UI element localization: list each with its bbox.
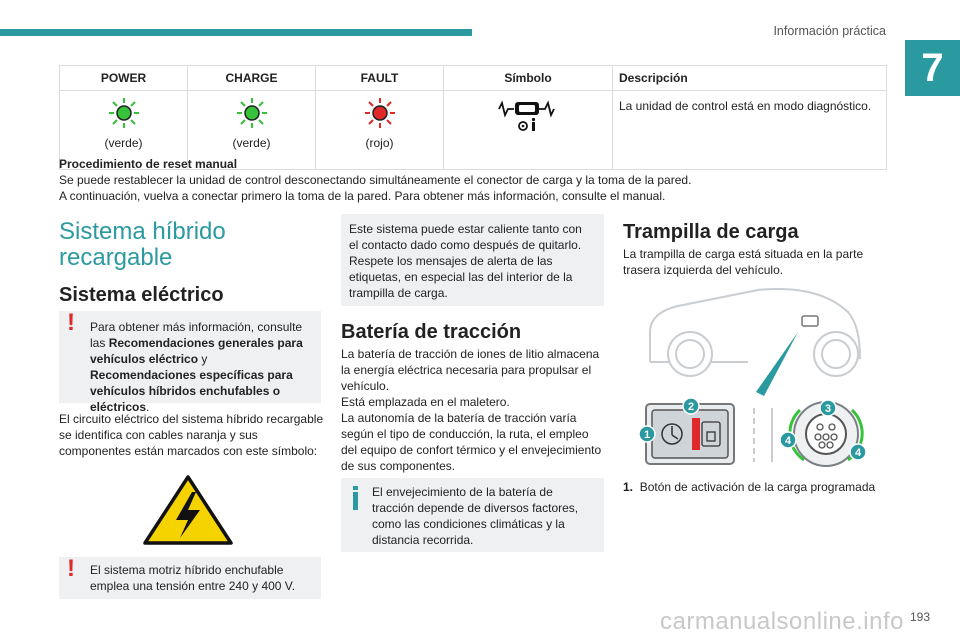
battery-body: La batería de tracción de iones de litio almacena la energía eléctrica necesaria para propulsar el vehículo. Está emplazada en el maletero. La autonomía de la batería de tracción varía según el tipo de conducción, la ruta, el empleo del equipo de confort térmico y el envejecimiento de sus componentes.	[341, 347, 602, 473]
heat-note: Este sistema puede estar caliente tanto con el contacto dado como después de quitarlo. Respete los mensajes de alerta de las etiquetas, en especial las del interior de la trampilla de carga.	[341, 214, 604, 306]
charge-label: (verde)	[232, 136, 271, 150]
charge-flap-illustration	[638, 282, 878, 472]
header-title: Información práctica	[773, 24, 886, 38]
top-accent-bar	[0, 29, 472, 36]
warning-note-1: ! Para obtener más información, consulte las Recomendaciones generales para vehículos eléctrico y Recomendaciones específicas para vehículos híbridos enchufables o eléctricos.	[59, 311, 321, 403]
description-cell: La unidad de control está en modo diagnóstico.	[613, 91, 887, 170]
warning-note-2: ! El sistema motriz híbrido enchufable emplea una tensión entre 240 y 400 V.	[59, 557, 321, 599]
svg-text:4: 4	[784, 435, 792, 447]
procedure-line-1: Se puede restablecer la unidad de control desconectando simultáneamente el conector de carga y la toma de la pared.	[59, 173, 692, 187]
procedure-block	[59, 156, 899, 204]
svg-text:1: 1	[643, 429, 651, 441]
svg-text:4: 4	[854, 447, 862, 459]
th-charge: CHARGE	[188, 66, 316, 91]
charge-flap-body: La trampilla de carga está situada en la parte trasera izquierda del vehículo.	[623, 247, 864, 277]
th-fault: FAULT	[316, 66, 444, 91]
th-symbol: Símbolo	[444, 66, 613, 91]
section-title: Sistema híbrido recargable	[59, 218, 226, 271]
svg-text:3: 3	[824, 403, 832, 415]
heading-traction-battery: Batería de tracción	[341, 321, 522, 343]
power-label: (verde)	[104, 136, 143, 150]
green-led-icon	[108, 97, 140, 129]
fault-table	[59, 65, 887, 170]
info-note: El envejecimiento de la batería de tracción depende de diversos factores, como las condiciones climáticas y la distancia recorrida.	[341, 478, 604, 552]
watermark: carmanualsonline.info	[660, 608, 904, 635]
heading-electric-system: Sistema eléctrico	[59, 284, 224, 306]
legend-item-1: 1. Botón de activación de la carga programada	[623, 480, 876, 494]
flap-marker	[802, 316, 818, 326]
info-icon	[353, 486, 358, 490]
warning-icon: !	[67, 309, 75, 336]
svg-text:2: 2	[687, 401, 695, 413]
charging-cable-diagnostic-icon	[497, 97, 559, 133]
green-led-icon	[236, 97, 268, 129]
page-number: 193	[909, 610, 930, 624]
red-led-icon	[364, 97, 396, 129]
procedure-title: Procedimiento de reset manual	[59, 157, 238, 171]
th-description: Descripción	[613, 66, 887, 91]
chapter-number: 7	[905, 40, 960, 96]
th-power: POWER	[60, 66, 188, 91]
procedure-line-2: A continuación, vuelva a conectar primero la toma de la pared. Para obtener más información, consulte el manual.	[59, 189, 666, 203]
fault-label: (rojo)	[365, 136, 394, 150]
high-voltage-warning-icon	[142, 474, 234, 546]
electric-system-body: El circuito eléctrico del sistema híbrido recargable se identifica con cables naranja y sus componentes están marcados con este símbolo:	[59, 412, 324, 458]
warning-icon: !	[67, 555, 75, 582]
heading-charge-flap: Trampilla de carga	[623, 221, 799, 243]
